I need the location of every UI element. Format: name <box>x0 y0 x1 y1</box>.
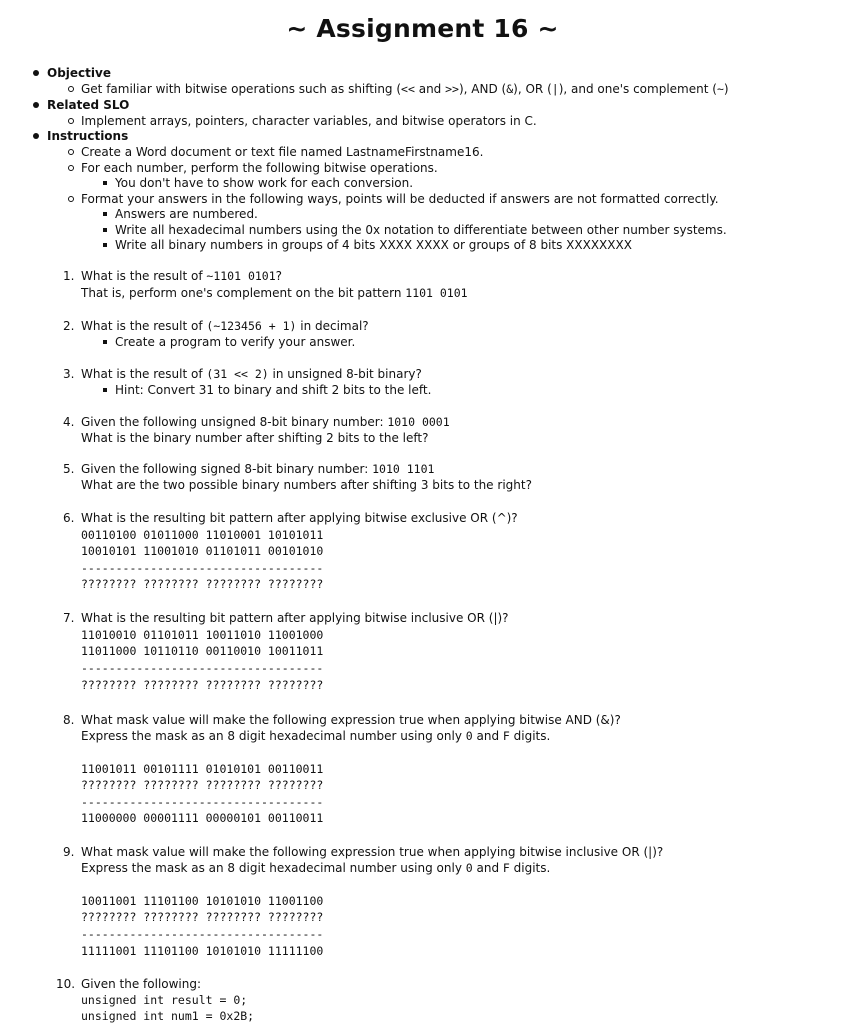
question-10-code-2: unsigned int num1 = 0x2B; <box>81 1009 255 1023</box>
question-5-line-1: 5. Given the following signed 8-bit binary number: 1010 1101 <box>63 462 435 476</box>
question-7-row-1: 11010010 01101011 10011010 11001000 <box>81 628 324 642</box>
question-8-line-2: Express the mask as an 8 digit hexadecimal number using only 0 and F digits. <box>81 729 551 743</box>
question-9-rule: ----------------------------------- <box>81 927 324 941</box>
question-6-row-3: ???????? ???????? ???????? ???????? <box>81 577 324 591</box>
question-8-line-1: 8. What mask value will make the following expression true when applying bitwise AND (&)? <box>63 713 621 727</box>
question-8-rule: ----------------------------------- <box>81 795 324 809</box>
question-9-line-1: 9. What mask value will make the following expression true when applying bitwise inclusive OR (|)? <box>63 845 664 859</box>
question-9-line-2: Express the mask as an 8 digit hexadecimal number using only 0 and F digits. <box>81 861 551 875</box>
question-7-line-1: 7. What is the resulting bit pattern after applying bitwise inclusive OR (|)? <box>63 611 509 625</box>
page-title: ~ Assignment 16 ~ <box>286 14 559 43</box>
question-10-code-1: unsigned int result = 0; <box>81 993 248 1007</box>
instructions-item-1: Create a Word document or text file named LastnameFirstname16. <box>81 145 484 159</box>
question-4-line-1: 4. Given the following unsigned 8-bit binary number: 1010 0001 <box>63 415 450 429</box>
question-9-row-3: 11111001 11101100 10101010 11111100 <box>81 944 324 958</box>
question-4-line-2: What is the binary number after shifting 2 bits to the left? <box>81 431 429 445</box>
question-6-row-2: 10010101 11001010 01101011 00101010 <box>81 544 324 558</box>
question-2-line-1: 2. What is the result of (~123456 + 1) in decimal? <box>63 319 369 333</box>
question-8-row-2: ???????? ???????? ???????? ???????? <box>81 778 324 792</box>
question-10-line-1: 10. Given the following: <box>56 977 202 991</box>
question-1-line-1: 1. What is the result of ~1101 0101? <box>63 269 283 283</box>
instructions-item-2-sub: You don't have to show work for each conversion. <box>115 176 414 190</box>
question-9-row-2: ???????? ???????? ???????? ???????? <box>81 910 324 924</box>
related-slo-item: Implement arrays, pointers, character variables, and bitwise operators in C. <box>81 114 537 128</box>
instructions-item-3-sub-2: Write all hexadecimal numbers using the 0x notation to differentiate between other number systems. <box>115 223 727 237</box>
question-7-row-3: ???????? ???????? ???????? ???????? <box>81 678 324 692</box>
related-slo-heading: Related SLO <box>47 98 130 112</box>
instructions-item-2: For each number, perform the following bitwise operations. <box>81 161 438 175</box>
question-6-rule: ----------------------------------- <box>81 561 324 575</box>
instructions-item-3: Format your answers in the following ways, points will be deducted if answers are not formatted correctly. <box>81 192 719 206</box>
question-8-row-3: 11000000 00001111 00000101 00110011 <box>81 811 324 825</box>
question-6-line-1: 6. What is the resulting bit pattern after applying bitwise exclusive OR (^)? <box>63 511 518 525</box>
question-6-row-1: 00110100 01011000 11010001 10101011 <box>81 528 324 542</box>
question-2-sub: Create a program to verify your answer. <box>115 335 356 349</box>
question-7-row-2: 11011000 10110110 00110010 10011011 <box>81 644 324 658</box>
question-7-rule: ----------------------------------- <box>81 661 324 675</box>
instructions-item-3-sub-3: Write all binary numbers in groups of 4 bits XXXX XXXX or groups of 8 bits XXXXXXXX <box>115 238 632 252</box>
objective-text: Get familiar with bitwise operations such as shifting (<< and >>), AND (&), OR (|), and one's complement (~) <box>81 82 729 96</box>
question-9-row-1: 10011001 11101100 10101010 11001100 <box>81 894 324 908</box>
instructions-item-3-sub-1: Answers are numbered. <box>115 207 258 221</box>
question-8-row-1: 11001011 00101111 01010101 00110011 <box>81 762 324 776</box>
question-5-line-2: What are the two possible binary numbers after shifting 3 bits to the right? <box>81 478 532 492</box>
question-3-sub: Hint: Convert 31 to binary and shift 2 bits to the left. <box>115 383 432 397</box>
question-3-line-1: 3. What is the result of (31 << 2) in unsigned 8-bit binary? <box>63 367 422 381</box>
question-1-line-2: That is, perform one's complement on the bit pattern 1101 0101 <box>81 286 468 300</box>
objective-heading: Objective <box>47 66 111 80</box>
instructions-heading: Instructions <box>47 129 129 143</box>
